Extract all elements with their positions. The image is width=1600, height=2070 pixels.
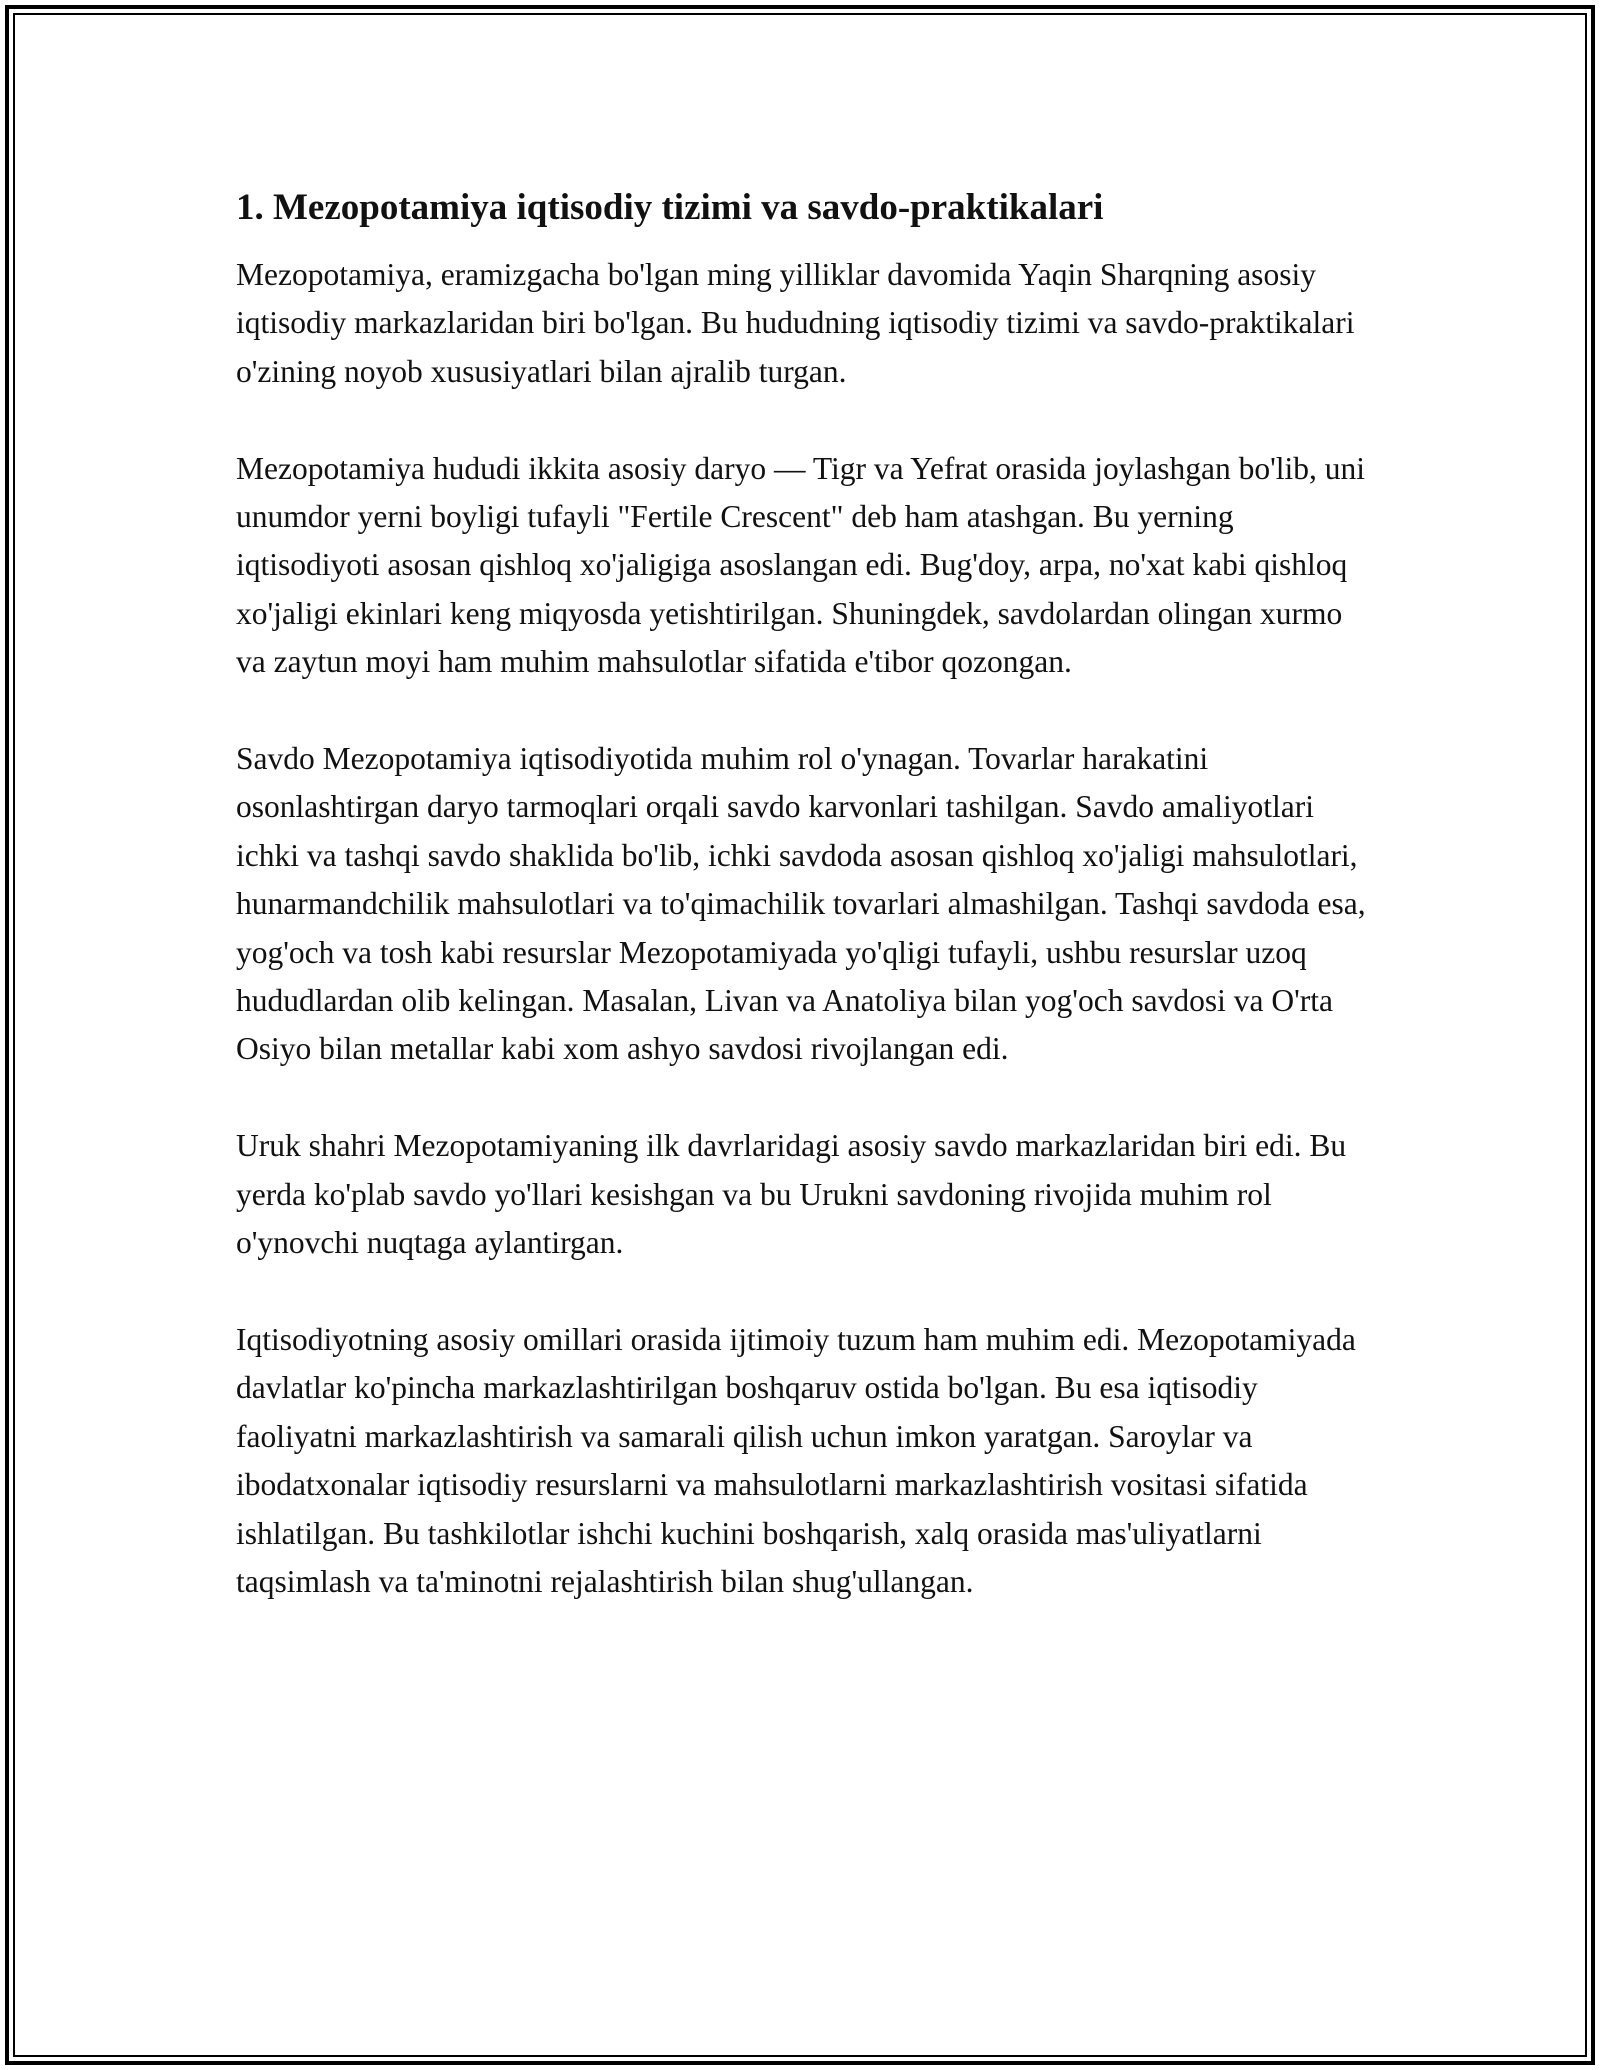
paragraph-uruk: Uruk shahri Mezopotamiyaning ilk davrlaridagi asosiy savdo markazlaridan biri edi. Bu yerda ko'plab savdo yo'llari kesishgan va bu Urukni savdoning rivojida muhim rol o'ynovchi nuqtaga aylantirgan. (236, 1128, 1347, 1261)
document-body (236, 185, 1371, 1606)
paragraph-social-structure: Iqtisodiyotning asosiy omillari orasida ijtimoiy tuzum ham muhim edi. Mezopotamiyada davlatlar ko'pincha markazlashtirilgan boshqaruv ostida bo'lgan. Bu esa iqtisodiy faoliyatni markazlashtirish va samarali qilish uchun imkon yaratgan. Saroylar va ibodatxonalar iqtisodiy resurslarni va mahsulotlarni markazlashtirish vositasi sifatida ishlatilgan. Bu tashkilotlar ishchi kuchini boshqarish, xalq orasida mas'uliyatlarni taqsimlash va ta'minotni rejalashtirish bilan shug'ullangan. (236, 1321, 1356, 1599)
paragraph-intro: Mezopotamiya, eramizgacha bo'lgan ming yilliklar davomida Yaqin Sharqning asosiy iqtisodiy markazlaridan biri bo'lgan. Bu hududning iqtisodiy tizimi va savdo-praktikalari o'zining noyob xususiyatlari bilan ajralib turgan. (236, 257, 1355, 389)
section-heading: 1. Mezopotamiya iqtisodiy tizimi va savdo-praktikalari (236, 187, 1104, 228)
paragraph-geography-agriculture: Mezopotamiya hududi ikkita asosiy daryo — Tigr va Yefrat orasida joylashgan bo'lib, uni unumdor yerni boyligi tufayli "Fertile Crescent" deb ham atashgan. Bu yerning iqtisodiyoti asosan qishloq xo'jaligiga asoslangan edi. Bug'doy, arpa, no'xat kabi qishloq xo'jaligi ekinlari keng miqyosda yetishtirilgan. Shuningdek, savdolardan olingan xurmo va zaytun moyi ham muhim mahsulotlar sifatida e'tibor qozongan. (236, 450, 1366, 680)
paragraph-trade: Savdo Mezopotamiya iqtisodiyotida muhim rol o'ynagan. Tovarlar harakatini osonlashtirgan daryo tarmoqlari orqali savdo karvonlari tashilgan. Savdo amaliyotlari ichki va tashqi savdo shaklida bo'lib, ichki savdoda asosan qishloq xo'jaligi mahsulotlari, hunarmandchilik mahsulotlari va to'qimachilik tovarlari almashilgan. Tashqi savdoda esa, yog'och va tosh kabi resurslar Mezopotamiyada yo'qligi tufayli, ushbu resurslar uzoq hududlardan olib kelingan. Masalan, Livan va Anatoliya bilan yog'och savdosi va O'rta Osiyo bilan metallar kabi xom ashyo savdosi rivojlangan edi. (236, 741, 1366, 1067)
